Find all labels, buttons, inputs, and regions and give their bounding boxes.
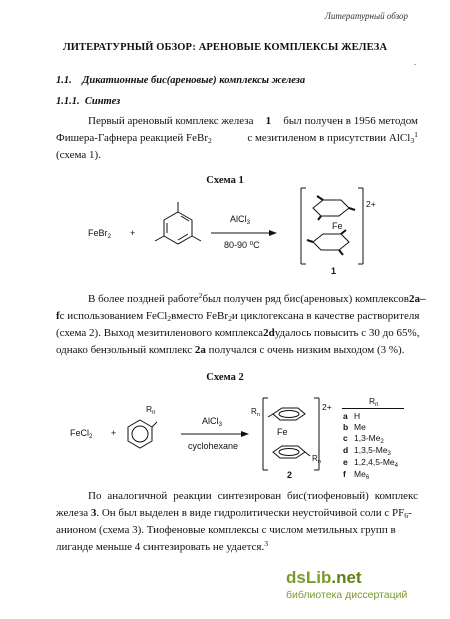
compound-ref: 1 bbox=[265, 115, 272, 127]
text-run: реакции bbox=[173, 490, 212, 502]
table-rule bbox=[342, 408, 404, 409]
row-value: Me bbox=[354, 422, 366, 432]
paragraph-line bbox=[56, 505, 418, 522]
page-title: ЛИТЕРАТУРНЫЙ ОБЗОР: АРЕНОВЫЕ КОМПЛЕКСЫ ЖЕЛЕЗА bbox=[62, 42, 388, 53]
text-run: вместо FeBr bbox=[171, 310, 229, 322]
formula: R bbox=[312, 454, 318, 463]
arrow-condition-bottom: cyclohexane bbox=[188, 441, 239, 451]
substituent-label bbox=[251, 407, 260, 416]
text-run: Фишера-Гафнера реакцией FeBr bbox=[56, 132, 209, 144]
compound-number: 2 bbox=[287, 470, 293, 480]
paragraph-1 bbox=[56, 113, 418, 164]
paragraph-line bbox=[56, 539, 418, 556]
text-run: лиганде меньше 4 синтезировать не удается. bbox=[56, 541, 265, 553]
logo-text: .net bbox=[331, 568, 362, 587]
subscript: n bbox=[256, 412, 260, 418]
text-run: бис(тиофеновый) bbox=[287, 490, 369, 502]
paragraph-line: анионом (схема 3). Тиофеновые комплексы с числом метильных групп в bbox=[56, 524, 396, 536]
paragraph-line bbox=[56, 308, 418, 325]
formula: AlCl bbox=[202, 416, 219, 426]
watermark bbox=[286, 568, 436, 601]
reaction-arrow bbox=[180, 430, 250, 438]
row-key: f bbox=[343, 469, 346, 479]
watermark-subtitle: библиотека диссертаций bbox=[286, 589, 408, 601]
compound-ref: 3 bbox=[90, 507, 97, 519]
subscript: 4 bbox=[394, 463, 398, 469]
paragraph-line bbox=[56, 488, 418, 505]
paragraph-line: (схема 1). bbox=[56, 149, 101, 161]
paragraph-2 bbox=[56, 291, 426, 359]
text-run: был получен в 1956 методом bbox=[283, 115, 418, 127]
subscript: 6 bbox=[365, 475, 370, 481]
compound-ref: 2a– bbox=[409, 293, 426, 305]
text-run bbox=[88, 291, 202, 308]
paragraph-line bbox=[56, 130, 418, 147]
subscript: n bbox=[152, 410, 156, 416]
subscript: 2 bbox=[167, 314, 172, 323]
substituent-row bbox=[343, 422, 366, 432]
row-key: a bbox=[343, 411, 348, 421]
text-run: и циклогексана в качестве растворителя bbox=[231, 310, 420, 322]
arrow-reagent-top bbox=[230, 214, 250, 224]
subscript: 6 bbox=[404, 511, 409, 520]
text-run: был получен ряд бис(ареновых) комплексов bbox=[202, 293, 409, 305]
section-title: Синтез bbox=[84, 96, 121, 107]
arene-structure bbox=[124, 410, 164, 454]
text-run: комплекс bbox=[374, 490, 418, 502]
text-run: (схема 2). Выход мезитиленового комплекса bbox=[56, 327, 264, 339]
row-value: 1,2,4,5-Me bbox=[354, 457, 395, 467]
row-value: 1,3-Me bbox=[354, 433, 381, 443]
row-value: Me bbox=[354, 469, 366, 479]
substituent-row bbox=[343, 469, 369, 479]
subscript: n bbox=[317, 459, 321, 465]
metal-label: Fe bbox=[277, 427, 288, 437]
substituent-label bbox=[146, 404, 155, 414]
charge-label: 2+ bbox=[322, 402, 332, 412]
logo-text: dsLib bbox=[286, 568, 332, 587]
substituent-row bbox=[343, 411, 360, 421]
text-run: В более поздней работе bbox=[88, 293, 199, 305]
paragraph-3 bbox=[56, 488, 418, 556]
section-heading-1-1 bbox=[56, 75, 305, 86]
scheme-2-title: Схема 2 bbox=[206, 372, 244, 383]
formula: R bbox=[146, 404, 153, 414]
substituent-row bbox=[343, 457, 398, 467]
plus-sign: + bbox=[130, 228, 136, 238]
substituent-row bbox=[343, 445, 391, 455]
subscript: n bbox=[375, 402, 379, 408]
section-title: Дикатионные бис(ареновые) комплексы железа bbox=[82, 75, 306, 86]
arrow-reagent-top bbox=[202, 416, 222, 426]
formula: FeBr bbox=[88, 228, 108, 238]
watermark-logo bbox=[286, 568, 436, 588]
scheme-1-title: Схема 1 bbox=[206, 175, 244, 186]
footnote-ref: 3 bbox=[264, 539, 269, 548]
compound-number: 1 bbox=[331, 266, 337, 276]
formula: R bbox=[369, 396, 376, 406]
text-run: удалось повысить с 30 до 65%, bbox=[274, 327, 420, 339]
footnote-ref: 2 bbox=[198, 291, 203, 300]
paragraph-line bbox=[56, 342, 418, 359]
footnote-ref: 1 bbox=[414, 130, 418, 139]
compound-ref: f bbox=[56, 310, 60, 322]
row-value: 1,3,5-Me bbox=[354, 445, 388, 455]
reaction-arrow bbox=[210, 229, 278, 237]
subscript: 3 bbox=[410, 136, 415, 145]
substituent-label bbox=[312, 454, 321, 463]
row-key: d bbox=[343, 445, 349, 455]
section-number: 1.1. bbox=[56, 75, 72, 86]
formula: R bbox=[251, 407, 257, 416]
row-key: e bbox=[343, 457, 348, 467]
row-value: H bbox=[354, 411, 361, 421]
arrow-condition-bottom: 80-90 ⁰C bbox=[224, 240, 260, 250]
text-run: получался с очень низким выходом (3 %). bbox=[208, 344, 405, 356]
row-key: c bbox=[343, 433, 348, 443]
paragraph-line bbox=[56, 113, 418, 130]
subscript: 3 bbox=[218, 421, 223, 428]
formula: AlCl bbox=[230, 214, 247, 224]
subscript: 2 bbox=[228, 314, 232, 323]
title-mark: . bbox=[414, 58, 416, 67]
text-run: с использованием FeCl bbox=[59, 310, 168, 322]
text-run: железа bbox=[56, 507, 89, 519]
subscript: 2 bbox=[208, 136, 212, 145]
subscript: 2 bbox=[107, 233, 112, 240]
row-key: b bbox=[343, 422, 349, 432]
text-run: - bbox=[408, 507, 412, 519]
text-run bbox=[60, 308, 171, 325]
substituent-table-header bbox=[369, 396, 378, 406]
section-heading-1-1-1 bbox=[56, 96, 120, 107]
text-run bbox=[171, 308, 232, 325]
text-run: синтезирован bbox=[217, 490, 282, 502]
metal-label: Fe bbox=[332, 221, 343, 231]
text-run: По bbox=[88, 490, 102, 502]
mesitylene-structure bbox=[148, 196, 208, 258]
paragraph-line bbox=[56, 291, 426, 308]
text-run: аналогичной bbox=[107, 490, 168, 502]
plus-sign: + bbox=[111, 428, 117, 438]
compound-ref: 2d bbox=[263, 327, 275, 339]
reagent-febr2 bbox=[88, 228, 111, 238]
text-run: с мезитиленом в присутствии AlCl bbox=[247, 132, 411, 144]
subscript: 2 bbox=[380, 439, 384, 445]
paragraph-line bbox=[56, 325, 418, 342]
text-run: однако бензольный комплекс bbox=[56, 344, 193, 356]
compound-ref: 2a bbox=[194, 344, 206, 356]
charge-label: 2+ bbox=[366, 199, 376, 209]
running-head: Литературный обзор bbox=[324, 11, 408, 21]
text-run bbox=[56, 130, 212, 147]
text-run: Первый ареновый комплекс железа bbox=[88, 115, 254, 127]
reagent-fecl2 bbox=[70, 428, 93, 438]
section-number: 1.1.1. bbox=[56, 96, 80, 107]
subscript: 3 bbox=[387, 451, 391, 457]
substituent-row bbox=[343, 433, 384, 443]
text-run: . Он был выделен в виде гидролитически неустойчивой соли с PF bbox=[96, 507, 405, 519]
text-run bbox=[247, 130, 418, 147]
subscript: 3 bbox=[246, 219, 251, 226]
formula: FeCl bbox=[70, 428, 90, 438]
subscript: 2 bbox=[89, 433, 93, 440]
